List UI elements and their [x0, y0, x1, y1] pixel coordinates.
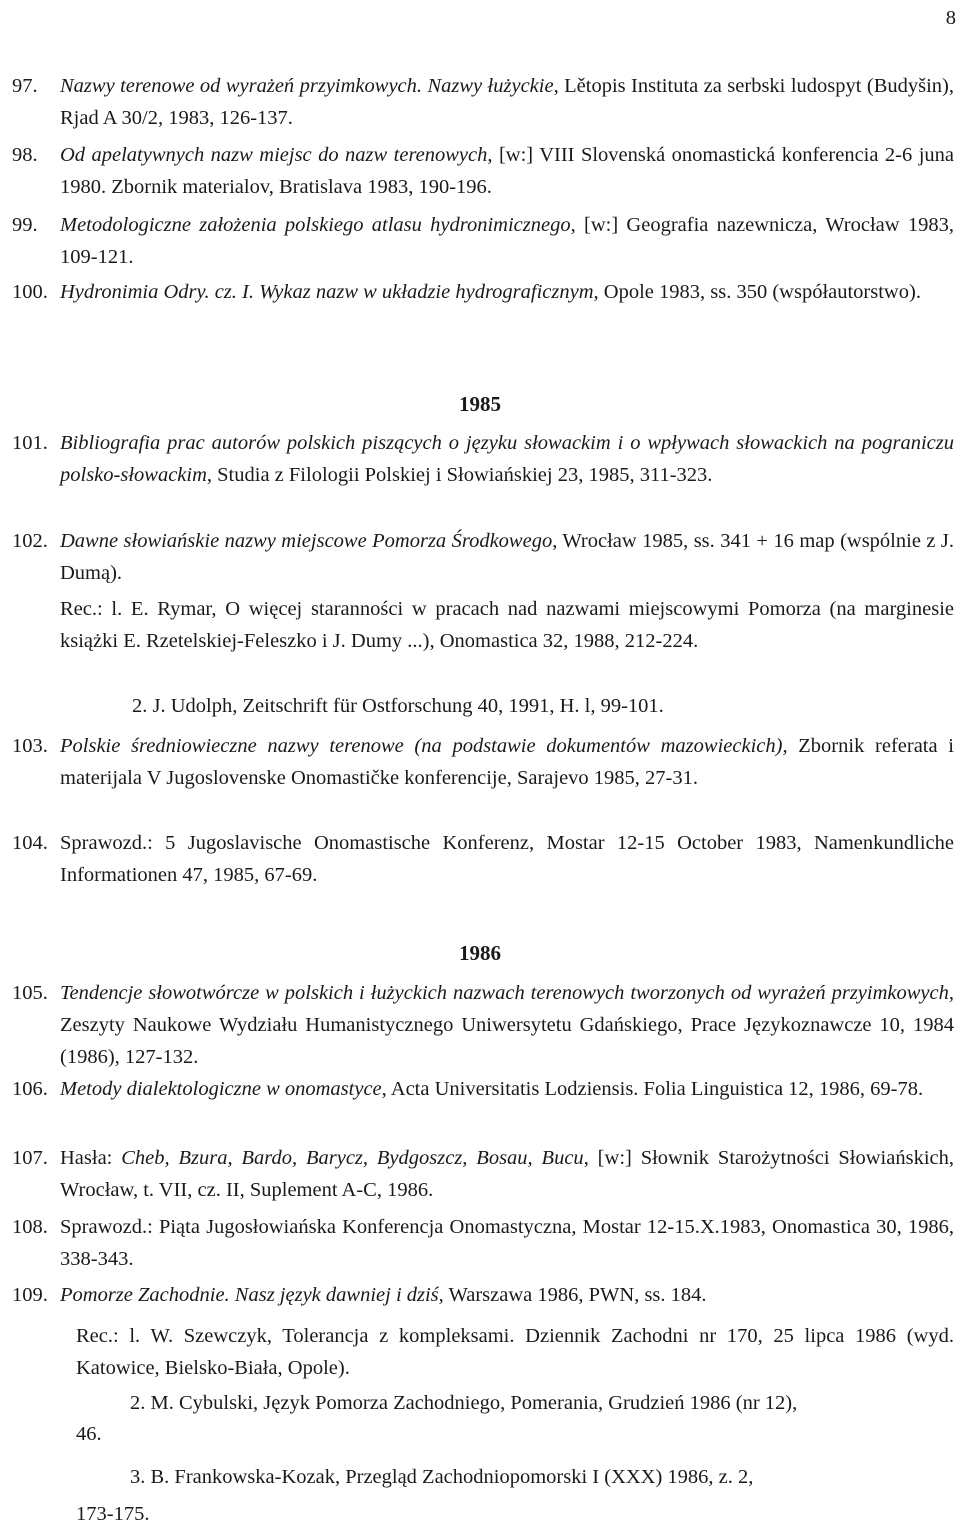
entry-prefix: Hasła: [60, 1147, 122, 1169]
entry-details: , Zbornik referata i materijala V Jugoslovenske Onomastičke konferencije, Sarajevo 1985, 27-31. [60, 735, 955, 789]
entry-details: , Zeszyty Naukowe Wydziału Humanistycznego Uniwersytetu Gdańskiego, Prace Językoznawcze 10, 1984 (1986), 127-132. [60, 982, 954, 1068]
entry-title: Metody dialektologiczne w onomastyce [60, 1078, 382, 1100]
entry-details: , Acta Universitatis Lodziensis. Folia Linguistica 12, 1986, 69-78. [381, 1078, 924, 1100]
review-109-1: Rec.: l. W. Szewczyk, Tolerancja z kompleksami. Dziennik Zachodni nr 170, 25 lipca 1986 (wyd. Katowice, Bielsko-Biała, Opole). [76, 1325, 954, 1379]
entry-title: Polskie średniowieczne nazwy terenowe (na podstawie dokumentów mazowieckich) [60, 735, 783, 757]
entry-title: Hydronimia Odry. cz. I. Wykaz nazw w układzie hydrograficznym [60, 281, 594, 303]
entry-number: 108. [12, 1216, 48, 1238]
entry-number: 98. [12, 144, 38, 166]
entry-title: Dawne słowiańskie nazwy miejscowe Pomorza Środkowego [60, 530, 553, 552]
entry-number: 103. [12, 735, 48, 757]
page-number: 8 [945, 7, 956, 29]
entry-number: 102. [12, 530, 48, 552]
review-109-3-pages: 173-175. [76, 1503, 150, 1525]
review-109-2: 2. M. Cybulski, Język Pomorza Zachodniego, Pomerania, Grudzień 1986 (nr 12), [130, 1392, 798, 1414]
year-heading-1985: 1985 [459, 392, 501, 416]
entry-number: 97. [12, 75, 38, 97]
entry-number: 99. [12, 214, 38, 236]
review-102-1: Rec.: l. E. Rymar, O więcej staranności w pracach nad nazwami miejscowymi Pomorza (na marginesie książki E. Rzetelskiej-Feleszko i J. Dumy ...), Onomastica 32, 1988, 212-224. [60, 598, 954, 652]
entry-number: 101. [12, 432, 48, 454]
entry-details: , Wrocław 1985, ss. 341 + 16 map (wspólnie z J. Dumą). [60, 530, 954, 584]
entry-details: , [w:] VIII Slovenská onomastická konferencia 2-6 juna 1980. Zbornik materialov, Bratislava 1983, 190-196. [60, 144, 954, 198]
entry-number: 109. [12, 1284, 48, 1306]
entry-title: Metodologiczne założenia polskiego atlasu hydronimicznego [60, 214, 571, 236]
entry-details: , [w:] Geografia nazewnicza, Wrocław 1983, 109-121. [60, 214, 954, 268]
entry-details: Sprawozd.: Piąta Jugosłowiańska Konferencja Onomastyczna, Mostar 12-15.X.1983, Onomastica 30, 1986, 338-343. [60, 1216, 954, 1270]
year-heading-1986: 1986 [459, 941, 501, 965]
entry-title: Od apelatywnych nazw miejsc do nazw terenowych [60, 144, 488, 166]
entry-number: 105. [12, 982, 48, 1004]
entry-title: Nazwy terenowe od wyrażeń przyimkowych. Nazwy łużyckie [60, 75, 554, 97]
entry-title: Bibliografia prac autorów polskich piszących o języku słowackim i o wpływach słowackich na pograniczu polsko-słowackim [60, 432, 954, 486]
entry-details: Sprawozd.: 5 Jugoslavische Onomastische Konferenz, Mostar 12-15 October 1983, Namenkundliche Informationen 47, 1985, 67-69. [60, 832, 954, 886]
entry-number: 104. [12, 832, 48, 854]
entry-details: , Lětopis Instituta za serbski ludospyt (Budyšin), Rjad A 30/2, 1983, 126-137. [60, 75, 954, 129]
review-109-2-page: 46. [76, 1423, 102, 1445]
entry-details: , Opole 1983, ss. 350 (współautorstwo). [593, 281, 921, 303]
entry-title: Pomorze Zachodnie. Nasz język dawniej i dziś, [60, 1284, 444, 1306]
entry-number: 100. [12, 281, 48, 303]
entry-title: Cheb, Bzura, Bardo, Barycz, Bydgoszcz, Bosau, Bucu [121, 1147, 584, 1169]
entry-details: , Studia z Filologii Polskiej i Słowiańskiej 23, 1985, 311-323. [206, 464, 713, 486]
entry-details: , [w:] Słownik Starożytności Słowiańskich, Wrocław, t. VII, cz. II, Suplement A-C, 1986. [60, 1147, 954, 1201]
entry-number: 106. [12, 1078, 48, 1100]
entry-title: Tendencje słowotwórcze w polskich i łużyckich nazwach terenowych tworzonych od wyrażeń przyimkowych [60, 982, 949, 1004]
entry-details: Warszawa 1986, PWN, ss. 184. [443, 1284, 707, 1306]
entry-number: 107. [12, 1147, 48, 1169]
review-109-3: 3. B. Frankowska-Kozak, Przegląd Zachodniopomorski I (XXX) 1986, z. 2, [130, 1466, 754, 1488]
review-102-2: 2. J. Udolph, Zeitschrift für Ostforschung 40, 1991, H. l, 99-101. [132, 695, 664, 717]
